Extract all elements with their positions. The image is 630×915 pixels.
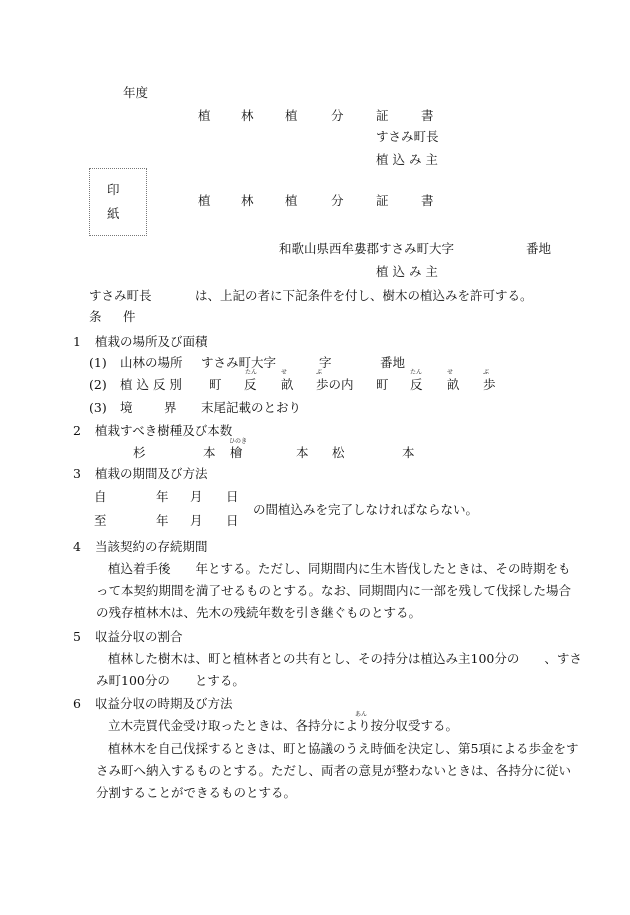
area-unit: 反 [410,377,423,392]
section-title: 植栽すべき樹種及び本数 [95,423,233,438]
section-title: 当該契約の存続期間 [95,539,208,554]
item-label: 境 [120,400,133,415]
ruby: せ [447,369,454,376]
section-title: 収益分収の時期及び方法 [95,696,233,711]
title-char: 書 [421,193,434,208]
period-day: 日 [226,513,239,528]
planter-label: 植 込 み 主 [376,152,438,167]
body-line: さみ町へ納入するものとする。ただし、両者の意見が整わないときは、各持分に従い [96,763,572,778]
permission-issuer: すさみ町長 [89,288,152,303]
item-value: 末尾記載のとおり [201,400,302,415]
area-unit: 歩 [483,377,496,392]
item-label: 植 込 反 別 [120,377,182,392]
title-char: 植 [198,108,211,123]
section-title: 植栽の場所及び面積 [95,334,208,349]
title-char: 林 [241,193,254,208]
planter-label: 植 込 み 主 [376,264,438,279]
area-unit: 畝 [281,377,294,392]
section-number: 5 [73,629,81,644]
area-unit: 畝 [447,377,460,392]
period-text: の間植込みを完了しなければならない。 [253,502,479,517]
item-value: すさみ町大字 [201,355,277,370]
conditions-heading-char: 条 [89,309,102,324]
period-month: 月 [190,489,203,504]
body-line: の残存植林木は、先木の残続年数を引き継ぐものとする。 [96,605,422,620]
item-label: 山林の場所 [120,355,183,370]
item-value: 字 [319,355,332,370]
conditions-heading-char: 件 [123,309,136,324]
area-unit: 歩の内 [316,377,354,392]
area-unit: 反 [244,377,257,392]
title-char: 植 [285,193,298,208]
title-char: 証 [376,108,389,123]
item-label: 界 [164,400,177,415]
area-unit: 町 [209,377,222,392]
fiscal-year: 年度 [123,85,149,100]
section-title: 収益分収の割合 [95,629,183,644]
period-day: 日 [226,489,239,504]
item-number: (2) [89,377,107,392]
tree-species: 松 [332,445,345,460]
ruby: あん [355,711,368,718]
title-char: 分 [331,108,344,123]
title-char: 証 [376,193,389,208]
title-char: 分 [331,193,344,208]
body-line: 分割することができるものとする。 [96,785,297,800]
area-unit: 町 [376,377,389,392]
ruby: せ [281,369,288,376]
tree-count-unit: 本 [402,445,415,460]
stamp-char: 印 [107,182,120,197]
permission-text: は、上記の者に下記条件を付し、樹木の植込みを許可する。 [195,288,533,303]
body-line: み町100分の とする。 [96,673,245,688]
item-value: 番地 [380,355,406,370]
tree-count-unit: 本 [296,445,309,460]
title-char: 植 [198,193,211,208]
period-year: 年 [156,489,169,504]
ruby: たん [245,369,258,376]
tree-count-unit: 本 [203,445,216,460]
tree-species: 杉 [133,445,146,460]
period-month: 月 [190,513,203,528]
body-line: 植林木を自己伐採するときは、町と協議のうえ時価を決定し、第5項による歩金をす [108,741,579,756]
body-line: って本契約期間を満了せるものとする。なお、同期間内に一部を残して伐採した場合 [96,583,572,598]
title-char: 林 [241,108,254,123]
issuer-name: すさみ町長 [376,129,439,144]
period-to: 至 [94,513,107,528]
body-line: 植林した樹木は、町と植林者との共有とし、その持分は植込み主100分の 、すさ [108,651,582,666]
stamp-char: 紙 [107,206,120,221]
body-line: 植込着手後 年とする。ただし、同期間内に生木皆伐したときは、その時期をも [108,561,571,576]
ruby: たん [410,369,423,376]
revenue-stamp-box [89,168,147,236]
item-number: (1) [89,355,107,370]
address-suffix: 番地 [526,241,552,256]
ruby: ぶ [316,369,323,376]
ruby: ひのき [229,438,248,445]
section-number: 2 [73,423,81,438]
period-year: 年 [156,513,169,528]
period-from: 自 [94,489,107,504]
title-char: 書 [421,108,434,123]
section-title: 植栽の期間及び方法 [95,466,208,481]
body-line: 立木売買代金受け取ったときは、各持分により按分収受する。 [108,718,459,733]
section-number: 3 [73,466,81,481]
ruby: ぶ [483,369,490,376]
title-char: 植 [285,108,298,123]
section-number: 1 [73,334,81,349]
tree-species: 檜 [230,445,243,460]
address-text: 和歌山県西牟婁郡すさみ町大字 [279,241,455,256]
section-number: 4 [73,539,81,554]
item-number: (3) [89,400,107,415]
section-number: 6 [73,696,81,711]
